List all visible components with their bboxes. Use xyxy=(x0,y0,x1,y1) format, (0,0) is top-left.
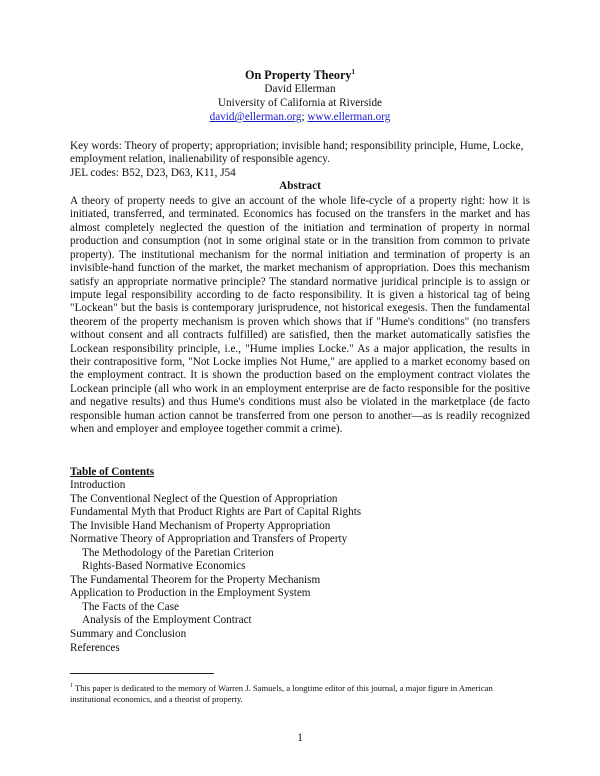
keywords: Key words: Theory of property; appropriation; invisible hand; responsibility principle, Hume, Locke, employment relation, inalienability of responsible agency. xyxy=(70,140,524,166)
paper-title xyxy=(0,68,600,83)
toc-item-normative-theory[interactable]: Normative Theory of Appropriation and Transfers of Property xyxy=(70,533,348,546)
toc-item-invisible-hand[interactable]: The Invisible Hand Mechanism of Property Appropriation xyxy=(70,519,331,532)
footnote-divider xyxy=(70,673,214,674)
email-link[interactable]: david@ellerman.org xyxy=(209,111,302,123)
toc-item-rights-based[interactable]: Rights-Based Normative Economics xyxy=(82,560,246,573)
jel-codes: JEL codes: B52, D23, D63, K11, J54 xyxy=(70,167,236,179)
abstract-heading: Abstract xyxy=(279,180,321,192)
title-footnote-mark[interactable]: 1 xyxy=(351,67,356,76)
page-number: 1 xyxy=(297,732,303,744)
abstract-body: A theory of property needs to give an account of the whole life-cycle of a property right: how it is initiated, transferred, and terminated. Economics has focused on the transfers in the market and has almost completely neglected the question of the initiation and termination of property in normal production and consumption (not in some original state or in the transition from common to private property). The institutional mechanism for the normal initiation and termination of property is an invisible-hand function of the market, the market mechanism of appropriation. Does this mechanism satisfy an appropriate normative principle? The standard normative juridical principle is to assign or impute legal responsibility according to de facto responsibility. It is given a historical tag of being "Lockean" but the basis is contemporary jurisprudence, not historical exegesis. Then the fundamental theorem of the property mechanism is proven which shows that if "Hume's conditions" (no transfers without consent and all contracts fulfilled) are satisfied, then the market automatically satisfies the Lockean responsibility principle, i.e., "Hume implies Locke." As a major application, the results in their contrapositive form, "Not Locke implies Not Hume," are applied to a market economy based on the employment contract. It is shown the production based on the employment contract violates the Lockean principle (all who work in an employment enterprise are de facto responsible for the positive and negative results) and thus Hume's conditions must also be violated in the marketplace (de facto responsible human action cannot be transferred from one person to another—as is readily recognized when and employer and employee together commit a crime). xyxy=(70,195,530,436)
paper-title-text: On Property Theory xyxy=(244,68,352,82)
toc-item-application[interactable]: Application to Production in the Employment System xyxy=(70,587,311,600)
footnote-mark: 1 xyxy=(70,683,73,690)
toc-item-introduction[interactable]: Introduction xyxy=(70,479,126,491)
footnote xyxy=(70,683,530,705)
toc-item-summary[interactable]: Summary and Conclusion xyxy=(70,628,187,641)
toc-item-conventional-neglect[interactable]: The Conventional Neglect of the Question of Appropriation xyxy=(70,492,338,505)
toc-item-employment-contract[interactable]: Analysis of the Employment Contract xyxy=(82,614,252,627)
toc-item-fundamental-myth[interactable]: Fundamental Myth that Product Rights are Part of Capital Rights xyxy=(70,506,362,519)
toc-heading: Table of Contents xyxy=(70,466,155,478)
table-of-contents xyxy=(70,479,361,655)
toc-item-references[interactable]: References xyxy=(70,641,120,654)
toc-item-paretian-criterion[interactable]: The Methodology of the Paretian Criterion xyxy=(82,546,274,559)
website-link[interactable]: www.ellerman.org xyxy=(307,111,391,123)
author-contact xyxy=(0,111,600,124)
toc-item-fundamental-theorem[interactable]: The Fundamental Theorem for the Property Mechanism xyxy=(70,573,321,586)
author-affiliation: University of California at Riverside xyxy=(217,97,383,109)
footnote-text: This paper is dedicated to the memory of Warren J. Samuels, a longtime editor of this journal, a major figure in American institutional economics, and a theorist of property. xyxy=(70,683,493,704)
contact-separator: ; xyxy=(301,111,308,123)
toc-item-facts-of-case[interactable]: The Facts of the Case xyxy=(82,600,179,613)
author-name: David Ellerman xyxy=(264,83,336,95)
